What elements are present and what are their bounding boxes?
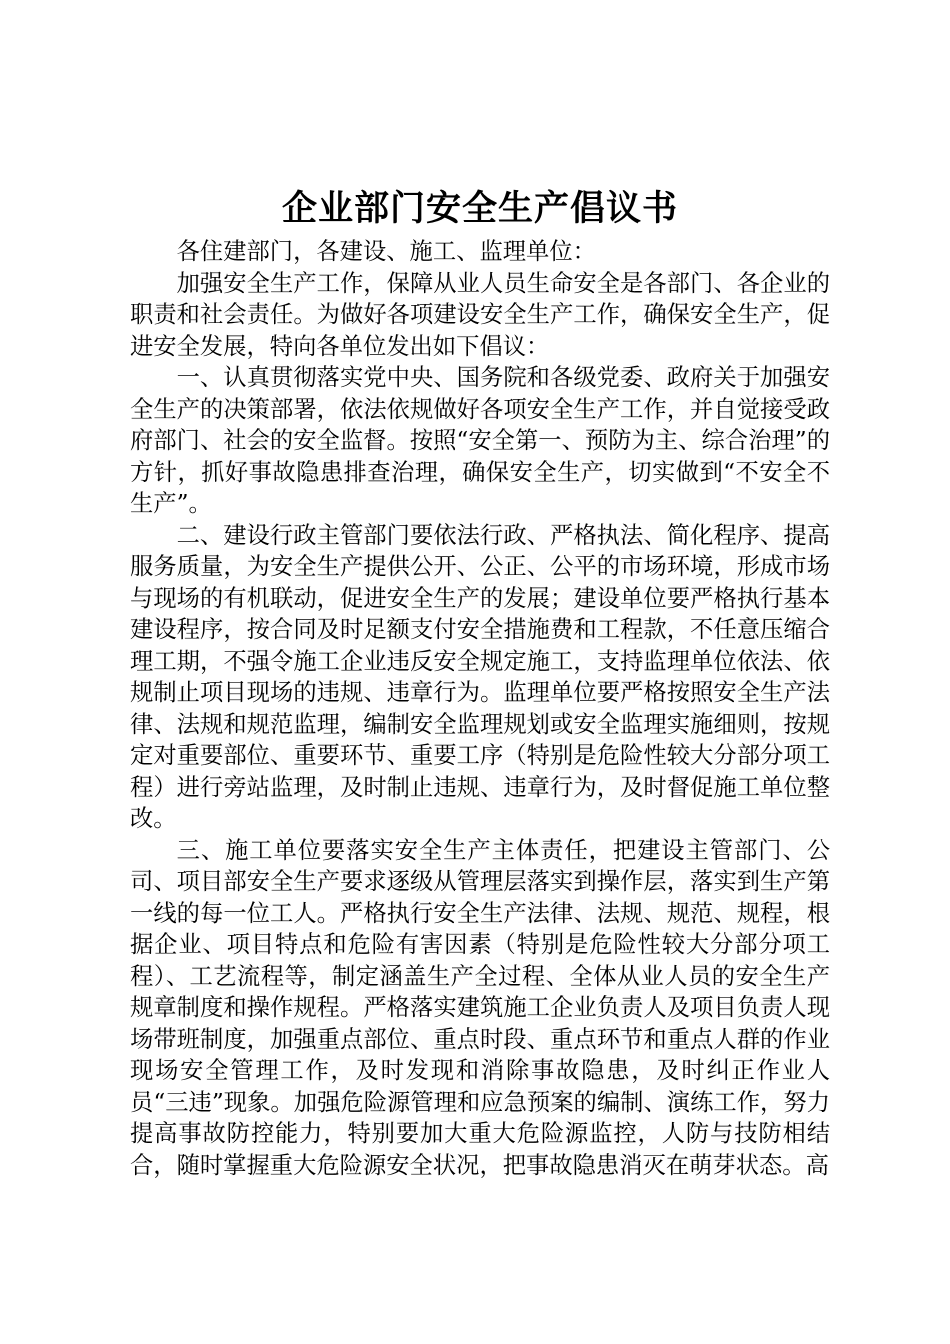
paragraph-item-3: 三、施工单位要落实安全生产主体责任，把建设主管部门、公司、项目部安全生产要求逐级从管理层落实到操作层，落实到生产第一线的每一位工人。严格执行安全生产法律、法规、规范、规程，根据企业、项目特点和危险有害因素（特别是危险性较大分部分项工程）、工艺流程等，制定涵盖生产全过程、全体从业人员的安全生产规章制度和操作规程。严格落实建筑施工企业负责人及项目负责人现场带班制度，加强重点部位、重点时段、重点环节和重点人群的作业现场安全管理工作，及时发现和消除事故隐患，及时纠正作业人员“三违”现象。加强危险源管理和应急预案的编制、演练工作，努力提高事故防控能力，特别要加大重大危险源监控，人防与技防相结合，随时掌握重大危险源安全状况，把事故隐患消灭在萌芽状态。高	[130, 836, 830, 1179]
paragraph-item-1: 一、认真贯彻落实党中央、国务院和各级党委、政府关于加强安全生产的决策部署，依法依规做好各项安全生产工作，并自觉接受政府部门、社会的安全监督。按照“安全第一、预防为主、综合治理”的方针，抓好事故隐患排查治理，确保安全生产，切实做到“不安全不生产”。	[130, 364, 830, 517]
paragraph-intro: 加强安全生产工作，保障从业人员生命安全是各部门、各企业的职责和社会责任。为做好各项建设安全生产工作，确保安全生产，促进安全发展，特向各单位发出如下倡议：	[130, 269, 830, 360]
greeting-line: 各住建部门，各建设、施工、监理单位：	[176, 238, 596, 265]
document-title: 企业部门安全生产倡议书	[281, 188, 678, 229]
paragraph-item-2: 二、建设行政主管部门要依法行政、严格执法、简化程序、提高服务质量，为安全生产提供公开、公正、公平的市场环境，形成市场与现场的有机联动，促进安全生产的发展；建设单位要严格执行基本建设程序，按合同及时足额支付安全措施费和工程款，不任意压缩合理工期，不强令施工企业违反安全规定施工，支持监理单位依法、依规制止项目现场的违规、违章行为。监理单位要严格按照安全生产法律、法规和规范监理，编制安全监理规划或安全监理实施细则，按规定对重要部位、重要环节、重要工序（特别是危险性较大分部分项工程）进行旁站监理，及时制止违规、违章行为，及时督促施工单位整改。	[130, 521, 830, 832]
document-page	[130, 186, 830, 1181]
